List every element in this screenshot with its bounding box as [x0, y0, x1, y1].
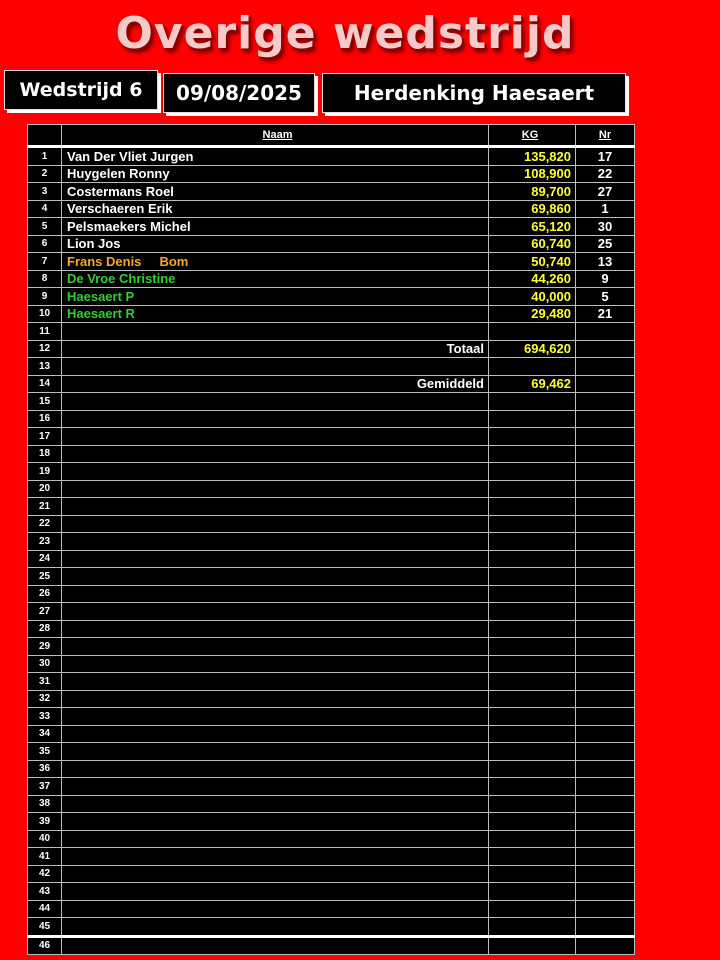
row-index: 43 — [28, 883, 62, 901]
row-index: 23 — [28, 533, 62, 551]
participant-kg — [489, 760, 576, 778]
table-row — [28, 410, 635, 428]
participant-kg: 89,700 — [489, 183, 576, 201]
participant-nr — [576, 533, 635, 551]
participant-kg — [489, 848, 576, 866]
row-index: 5 — [28, 218, 62, 236]
table-row — [28, 480, 635, 498]
participant-nr — [576, 358, 635, 376]
participant-nr: 30 — [576, 218, 635, 236]
row-index: 25 — [28, 568, 62, 586]
table-row — [28, 515, 635, 533]
row-index: 40 — [28, 830, 62, 848]
participant-kg — [489, 585, 576, 603]
row-index: 46 — [28, 936, 62, 955]
row-index: 1 — [28, 147, 62, 166]
participant-kg — [489, 918, 576, 937]
table-row — [28, 358, 635, 376]
row-index: 27 — [28, 603, 62, 621]
participant-kg — [489, 463, 576, 481]
participant-name — [62, 900, 489, 918]
row-index: 29 — [28, 638, 62, 656]
participant-nr — [576, 690, 635, 708]
table-row — [28, 218, 635, 236]
participant-name — [62, 585, 489, 603]
participant-nr: 1 — [576, 200, 635, 218]
participant-nr — [576, 410, 635, 428]
row-index: 6 — [28, 235, 62, 253]
row-index: 30 — [28, 655, 62, 673]
participant-name — [62, 603, 489, 621]
participant-nr — [576, 918, 635, 937]
participant-kg — [489, 445, 576, 463]
participant-nr — [576, 708, 635, 726]
participant-kg — [489, 883, 576, 901]
participant-kg: 60,740 — [489, 235, 576, 253]
participant-name — [62, 795, 489, 813]
table-row — [28, 865, 635, 883]
row-index: 38 — [28, 795, 62, 813]
participant-name — [62, 778, 489, 796]
participant-name — [62, 743, 489, 761]
results-table — [27, 124, 635, 955]
row-index: 39 — [28, 813, 62, 831]
participant-name — [62, 393, 489, 411]
table-row — [28, 375, 635, 393]
participant-nr — [576, 323, 635, 341]
table-row — [28, 900, 635, 918]
participant-kg — [489, 743, 576, 761]
table-row — [28, 655, 635, 673]
participant-name: Verschaeren Erik — [62, 200, 489, 218]
participant-name: Pelsmaekers Michel — [62, 218, 489, 236]
participant-nr — [576, 428, 635, 446]
participant-kg — [489, 673, 576, 691]
table-row — [28, 743, 635, 761]
participant-name — [62, 918, 489, 937]
participant-name: Haesaert P — [62, 288, 489, 306]
participant-name — [62, 673, 489, 691]
header-index — [28, 125, 62, 147]
row-index: 36 — [28, 760, 62, 778]
participant-kg: 108,900 — [489, 165, 576, 183]
participant-nr — [576, 340, 635, 358]
participant-nr — [576, 760, 635, 778]
participant-nr — [576, 550, 635, 568]
table-row — [28, 270, 635, 288]
participant-name — [62, 550, 489, 568]
table-row — [28, 638, 635, 656]
participant-name — [62, 760, 489, 778]
row-index: 12 — [28, 340, 62, 358]
match-date: 09/08/2025 — [163, 73, 315, 113]
participant-kg — [489, 393, 576, 411]
participant-name — [62, 690, 489, 708]
participant-nr — [576, 830, 635, 848]
row-index: 13 — [28, 358, 62, 376]
participant-name — [62, 498, 489, 516]
participant-kg — [489, 515, 576, 533]
participant-kg — [489, 900, 576, 918]
participant-kg — [489, 410, 576, 428]
table-row — [28, 620, 635, 638]
row-index: 8 — [28, 270, 62, 288]
participant-name — [62, 725, 489, 743]
participant-kg — [489, 620, 576, 638]
participant-kg — [489, 498, 576, 516]
row-index: 41 — [28, 848, 62, 866]
participant-nr — [576, 848, 635, 866]
row-index: 17 — [28, 428, 62, 446]
participant-nr — [576, 568, 635, 586]
participant-nr — [576, 480, 635, 498]
row-index: 28 — [28, 620, 62, 638]
participant-kg — [489, 936, 576, 955]
table-row — [28, 340, 635, 358]
participant-name: Haesaert R — [62, 305, 489, 323]
row-index: 31 — [28, 673, 62, 691]
participant-name: Costermans Roel — [62, 183, 489, 201]
row-index: 4 — [28, 200, 62, 218]
participant-nr — [576, 498, 635, 516]
table-row — [28, 235, 635, 253]
header-nr: Nr — [576, 125, 635, 147]
table-row — [28, 533, 635, 551]
participant-name: Huygelen Ronny — [62, 165, 489, 183]
table-row — [28, 445, 635, 463]
table-header-row — [28, 125, 635, 147]
table-row — [28, 305, 635, 323]
participant-nr — [576, 778, 635, 796]
participant-name: De Vroe Christine — [62, 270, 489, 288]
participant-nr — [576, 638, 635, 656]
participant-nr — [576, 655, 635, 673]
participant-kg — [489, 550, 576, 568]
participant-nr — [576, 883, 635, 901]
participant-name — [62, 830, 489, 848]
row-index: 22 — [28, 515, 62, 533]
participant-kg — [489, 533, 576, 551]
summary-label: Totaal — [62, 340, 489, 358]
participant-name — [62, 865, 489, 883]
row-index: 24 — [28, 550, 62, 568]
participant-nr — [576, 673, 635, 691]
table-row — [28, 183, 635, 201]
table-row — [28, 147, 635, 166]
participant-name — [62, 515, 489, 533]
participant-name — [62, 568, 489, 586]
table-row — [28, 550, 635, 568]
participant-kg: 40,000 — [489, 288, 576, 306]
table-row — [28, 603, 635, 621]
table-row — [28, 673, 635, 691]
participant-nr: 5 — [576, 288, 635, 306]
participant-nr: 22 — [576, 165, 635, 183]
row-index: 10 — [28, 305, 62, 323]
row-index: 21 — [28, 498, 62, 516]
participant-name — [62, 358, 489, 376]
row-index: 7 — [28, 253, 62, 271]
participant-name — [62, 848, 489, 866]
participant-kg — [489, 725, 576, 743]
participant-kg: 69,860 — [489, 200, 576, 218]
table-row — [28, 883, 635, 901]
participant-kg — [489, 690, 576, 708]
participant-kg: 65,120 — [489, 218, 576, 236]
participant-kg — [489, 603, 576, 621]
match-label: Wedstrijd 6 — [4, 70, 158, 110]
table-row — [28, 200, 635, 218]
participant-kg — [489, 778, 576, 796]
participant-nr: 27 — [576, 183, 635, 201]
participant-nr: 21 — [576, 305, 635, 323]
participant-nr: 25 — [576, 235, 635, 253]
participant-nr — [576, 725, 635, 743]
table-row — [28, 760, 635, 778]
participant-kg — [489, 358, 576, 376]
row-index: 32 — [28, 690, 62, 708]
table-row — [28, 253, 635, 271]
table-row — [28, 393, 635, 411]
table-row — [28, 585, 635, 603]
row-index: 19 — [28, 463, 62, 481]
participant-name — [62, 638, 489, 656]
participant-nr — [576, 743, 635, 761]
participant-nr — [576, 795, 635, 813]
row-index: 2 — [28, 165, 62, 183]
page-title: Overige wedstrijd — [115, 8, 575, 59]
row-index: 42 — [28, 865, 62, 883]
participant-name — [62, 883, 489, 901]
participant-name: Lion Jos — [62, 235, 489, 253]
participant-name — [62, 533, 489, 551]
row-index: 45 — [28, 918, 62, 937]
row-index: 9 — [28, 288, 62, 306]
participant-nr: 13 — [576, 253, 635, 271]
participant-kg — [489, 708, 576, 726]
table-row — [28, 813, 635, 831]
row-index: 26 — [28, 585, 62, 603]
participant-kg — [489, 795, 576, 813]
summary-label: Gemiddeld — [62, 375, 489, 393]
participant-name — [62, 410, 489, 428]
participant-kg — [489, 865, 576, 883]
row-index: 44 — [28, 900, 62, 918]
table-row — [28, 498, 635, 516]
summary-kg: 694,620 — [489, 340, 576, 358]
table-row — [28, 165, 635, 183]
participant-kg: 50,740 — [489, 253, 576, 271]
row-index: 35 — [28, 743, 62, 761]
participant-name — [62, 480, 489, 498]
participant-kg — [489, 568, 576, 586]
table-row — [28, 568, 635, 586]
participant-name — [62, 813, 489, 831]
participant-kg — [489, 655, 576, 673]
participant-nr — [576, 900, 635, 918]
participant-nr — [576, 620, 635, 638]
participant-nr — [576, 585, 635, 603]
table-row — [28, 708, 635, 726]
row-index: 14 — [28, 375, 62, 393]
participant-kg — [489, 428, 576, 446]
participant-name — [62, 428, 489, 446]
participant-kg — [489, 480, 576, 498]
participant-nr — [576, 936, 635, 955]
table-row — [28, 288, 635, 306]
participant-name: Van Der Vliet Jurgen — [62, 147, 489, 166]
participant-nr — [576, 375, 635, 393]
table-row — [28, 463, 635, 481]
participant-nr: 9 — [576, 270, 635, 288]
row-index: 11 — [28, 323, 62, 341]
row-index: 3 — [28, 183, 62, 201]
table-row — [28, 725, 635, 743]
table-row — [28, 936, 635, 955]
participant-nr — [576, 603, 635, 621]
participant-kg — [489, 323, 576, 341]
row-index: 20 — [28, 480, 62, 498]
participant-name: Frans Denis Bom — [62, 253, 489, 271]
row-index: 33 — [28, 708, 62, 726]
participant-name — [62, 323, 489, 341]
participant-nr — [576, 463, 635, 481]
table-row — [28, 690, 635, 708]
table-row — [28, 830, 635, 848]
table-row — [28, 795, 635, 813]
participant-kg — [489, 638, 576, 656]
participant-name — [62, 936, 489, 955]
participant-nr: 17 — [576, 147, 635, 166]
participant-nr — [576, 865, 635, 883]
participant-name — [62, 620, 489, 638]
row-index: 34 — [28, 725, 62, 743]
row-index: 18 — [28, 445, 62, 463]
table-row — [28, 778, 635, 796]
participant-nr — [576, 813, 635, 831]
participant-name — [62, 655, 489, 673]
participant-kg: 29,480 — [489, 305, 576, 323]
participant-kg: 135,820 — [489, 147, 576, 166]
header-name: Naam — [62, 125, 489, 147]
participant-kg: 44,260 — [489, 270, 576, 288]
participant-kg — [489, 813, 576, 831]
header-kg: KG — [489, 125, 576, 147]
participant-name — [62, 445, 489, 463]
participant-nr — [576, 515, 635, 533]
participant-name — [62, 463, 489, 481]
participant-kg — [489, 830, 576, 848]
participant-nr — [576, 445, 635, 463]
results-body — [28, 147, 635, 955]
table-row — [28, 848, 635, 866]
participant-nr — [576, 393, 635, 411]
table-row — [28, 918, 635, 937]
table-row — [28, 323, 635, 341]
participant-name — [62, 708, 489, 726]
summary-kg: 69,462 — [489, 375, 576, 393]
table-row — [28, 428, 635, 446]
row-index: 15 — [28, 393, 62, 411]
row-index: 37 — [28, 778, 62, 796]
event-name: Herdenking Haesaert — [322, 73, 626, 113]
row-index: 16 — [28, 410, 62, 428]
